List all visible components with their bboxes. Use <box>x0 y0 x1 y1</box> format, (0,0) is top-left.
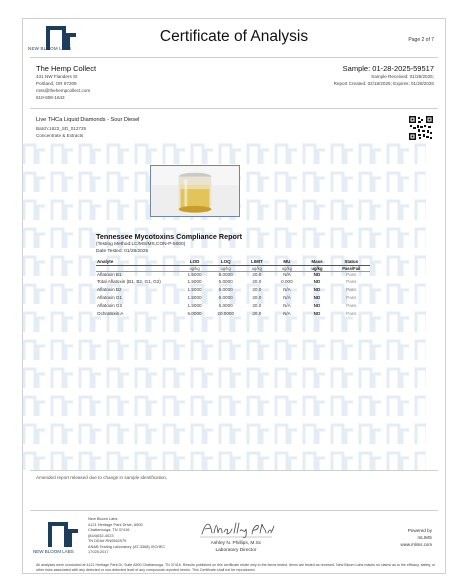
footer-address-line: New Bloom Labs <box>88 516 118 521</box>
footer-address-line: (844)632-4023 <box>88 532 114 538</box>
sample-id: Sample: 01-28-2025-59517 <box>342 64 434 73</box>
column-header: MU <box>272 259 301 265</box>
results-table <box>96 259 370 319</box>
cell-analyte: Aflatoxin B1 <box>97 271 122 277</box>
cell-mass: ND <box>313 311 321 316</box>
column-header: LOQ <box>210 259 241 265</box>
cell-lod: 1.5000 <box>187 279 202 284</box>
table-row <box>96 311 370 319</box>
powered-by-brand: mLIMS <box>417 535 432 540</box>
cell-analyte: Ochratoxin A <box>97 311 124 316</box>
client-address-line: Portland, OR 97209 <box>36 81 77 86</box>
unit-header: ug/kg <box>272 265 301 271</box>
cell-status: Pass <box>346 287 357 292</box>
client-phone: 610-608-1643 <box>36 95 65 100</box>
disclaimer-text: All analyses were conducted at 4121 Heritage Park Dr, Suite A500 Chattanooga, TN 37416. Results published on this certificate relate only to the items tested. Items are tested as received. New Bloom Labs makes no claims as to the efficacy, safety, or other risks associated with any detected or non-detected level of any compounds reported herein. This Certificate shall not be reproduced. <box>36 563 436 572</box>
cell-limit: 20.0 <box>252 279 262 284</box>
table-row <box>96 303 370 311</box>
client-divider <box>30 108 438 109</box>
report-title: Tennessee Mycotoxins Compliance Report <box>96 232 243 241</box>
signature-image <box>196 517 276 539</box>
cell-lod: 1.5000 <box>187 271 202 277</box>
footer-divider <box>30 510 438 511</box>
table-row <box>96 287 370 295</box>
director-title: Laboratory Director <box>215 548 257 553</box>
cell-mass: ND <box>313 295 321 300</box>
cell-loq: 5.0000 <box>218 303 233 308</box>
footer-lab-logo-text: NEW BLOOM LABS <box>33 549 74 554</box>
footer-address-line: Chattanooga, TN 37416 <box>88 527 130 532</box>
cell-mu: 0.000 <box>281 279 293 284</box>
cell-loq: 5.0000 <box>218 295 233 300</box>
amended-note: Amended report released due to change in sample identification. <box>36 475 168 480</box>
cell-lod: 1.5000 <box>187 303 202 308</box>
cell-status: Pass <box>346 311 357 316</box>
footer-address-line: TN DEA# RN0562979 <box>88 538 127 543</box>
table-row <box>96 295 370 303</box>
cell-analyte: Aflatoxin G1 <box>97 295 123 300</box>
cell-mu: N/A <box>283 271 291 277</box>
cell-mu: N/A <box>283 287 291 292</box>
unit-header: ug/kg <box>210 265 241 271</box>
cell-limit: 20.0 <box>252 311 262 316</box>
product-photo <box>150 165 240 217</box>
qr-code-icon <box>409 116 433 140</box>
testing-method: (Testing Method:LC/MS/MS,CON-P-5000) <box>96 242 186 247</box>
cell-lod: 1.5000 <box>187 287 202 292</box>
header-divider <box>30 57 438 58</box>
footer-address-line: ANAB Testing Laboratory (AT-3368) ISO/IEC <box>88 543 166 549</box>
director-name: Ashley N. Phillips, M.Sc <box>210 541 262 546</box>
column-header: LIMIT <box>241 259 272 265</box>
cell-mass: ND <box>313 279 321 284</box>
table-row <box>96 279 370 287</box>
cell-mu: N/A <box>283 303 291 308</box>
date-tested: Date Tested: 01/28/2025 <box>96 249 149 254</box>
footer-address-line: 17025:2017 <box>88 549 109 554</box>
client-email: ross@thehempcollect.com <box>36 88 91 93</box>
cell-mu: N/A <box>283 311 291 316</box>
cell-mass: ND <box>313 303 321 308</box>
cell-lod: 6.0000 <box>187 311 202 316</box>
cell-status: Pass <box>346 295 357 300</box>
column-header: Analyte <box>96 259 179 265</box>
unit-header: ug/kg <box>241 265 272 271</box>
report-dates: Report Created: 02/18/2025; Expires: 01/28/2026 <box>333 81 434 86</box>
unit-header: ug/kg <box>301 265 332 271</box>
cell-limit: 20.0 <box>252 295 262 300</box>
cell-mass: ND <box>313 287 321 292</box>
column-header: LOD <box>179 259 210 265</box>
cell-mu: N/A <box>283 295 291 300</box>
cell-loq: 5.0000 <box>218 287 233 292</box>
cell-analyte: Aflatoxin G2 <box>97 303 123 308</box>
page-number: Page 2 of 7 <box>408 37 434 43</box>
client-name: The Hemp Collect <box>36 64 97 73</box>
powered-by-label: Powered by <box>407 528 432 533</box>
cell-analyte: Total Aflatoxin (B1, B2, G1, G2) <box>97 279 161 284</box>
product-batch: Batch:1622_SD_012725 <box>36 126 87 131</box>
cell-status: Pass <box>346 279 357 284</box>
footer-lab-logo-icon <box>36 520 90 550</box>
product-name: Live THCa Liquid Diamonds - Sour Diesel <box>36 117 140 123</box>
footer-address-line: 4121 Heritage Park Drive, A500 <box>88 521 143 527</box>
cell-status: Pass <box>346 271 357 277</box>
product-category: Concentrate & Extracts <box>36 133 84 138</box>
cell-loq: 20.0000 <box>217 311 234 316</box>
cell-status: Pass <box>346 303 357 308</box>
results-divider <box>30 470 438 471</box>
lab-logo-text: NEW BLOOM LABS <box>28 46 72 51</box>
cell-analyte: Aflatoxin B2 <box>97 287 122 292</box>
unit-header: ug/kg <box>179 265 210 271</box>
page-title: Certificate of Analysis <box>159 28 309 45</box>
cell-limit: 20.0 <box>252 303 262 308</box>
unit-header: Pass/Fail <box>333 265 370 271</box>
cell-lod: 1.5000 <box>187 295 202 300</box>
sample-received: Sample Received: 01/28/2025; <box>371 74 434 79</box>
cell-limit: 20.0 <box>252 287 262 292</box>
cell-loq: 5.0000 <box>218 279 233 284</box>
cell-limit: 20.0 <box>252 271 262 277</box>
cell-loq: 5.0000 <box>218 271 233 277</box>
client-address-line: 431 NW Flanders St <box>36 74 78 79</box>
column-header: Status <box>333 259 370 265</box>
cell-mass: ND <box>313 271 321 277</box>
column-header: Mass <box>301 259 332 265</box>
powered-by-website-link[interactable]: www.mlims.com <box>400 542 432 547</box>
table-row <box>96 271 370 279</box>
